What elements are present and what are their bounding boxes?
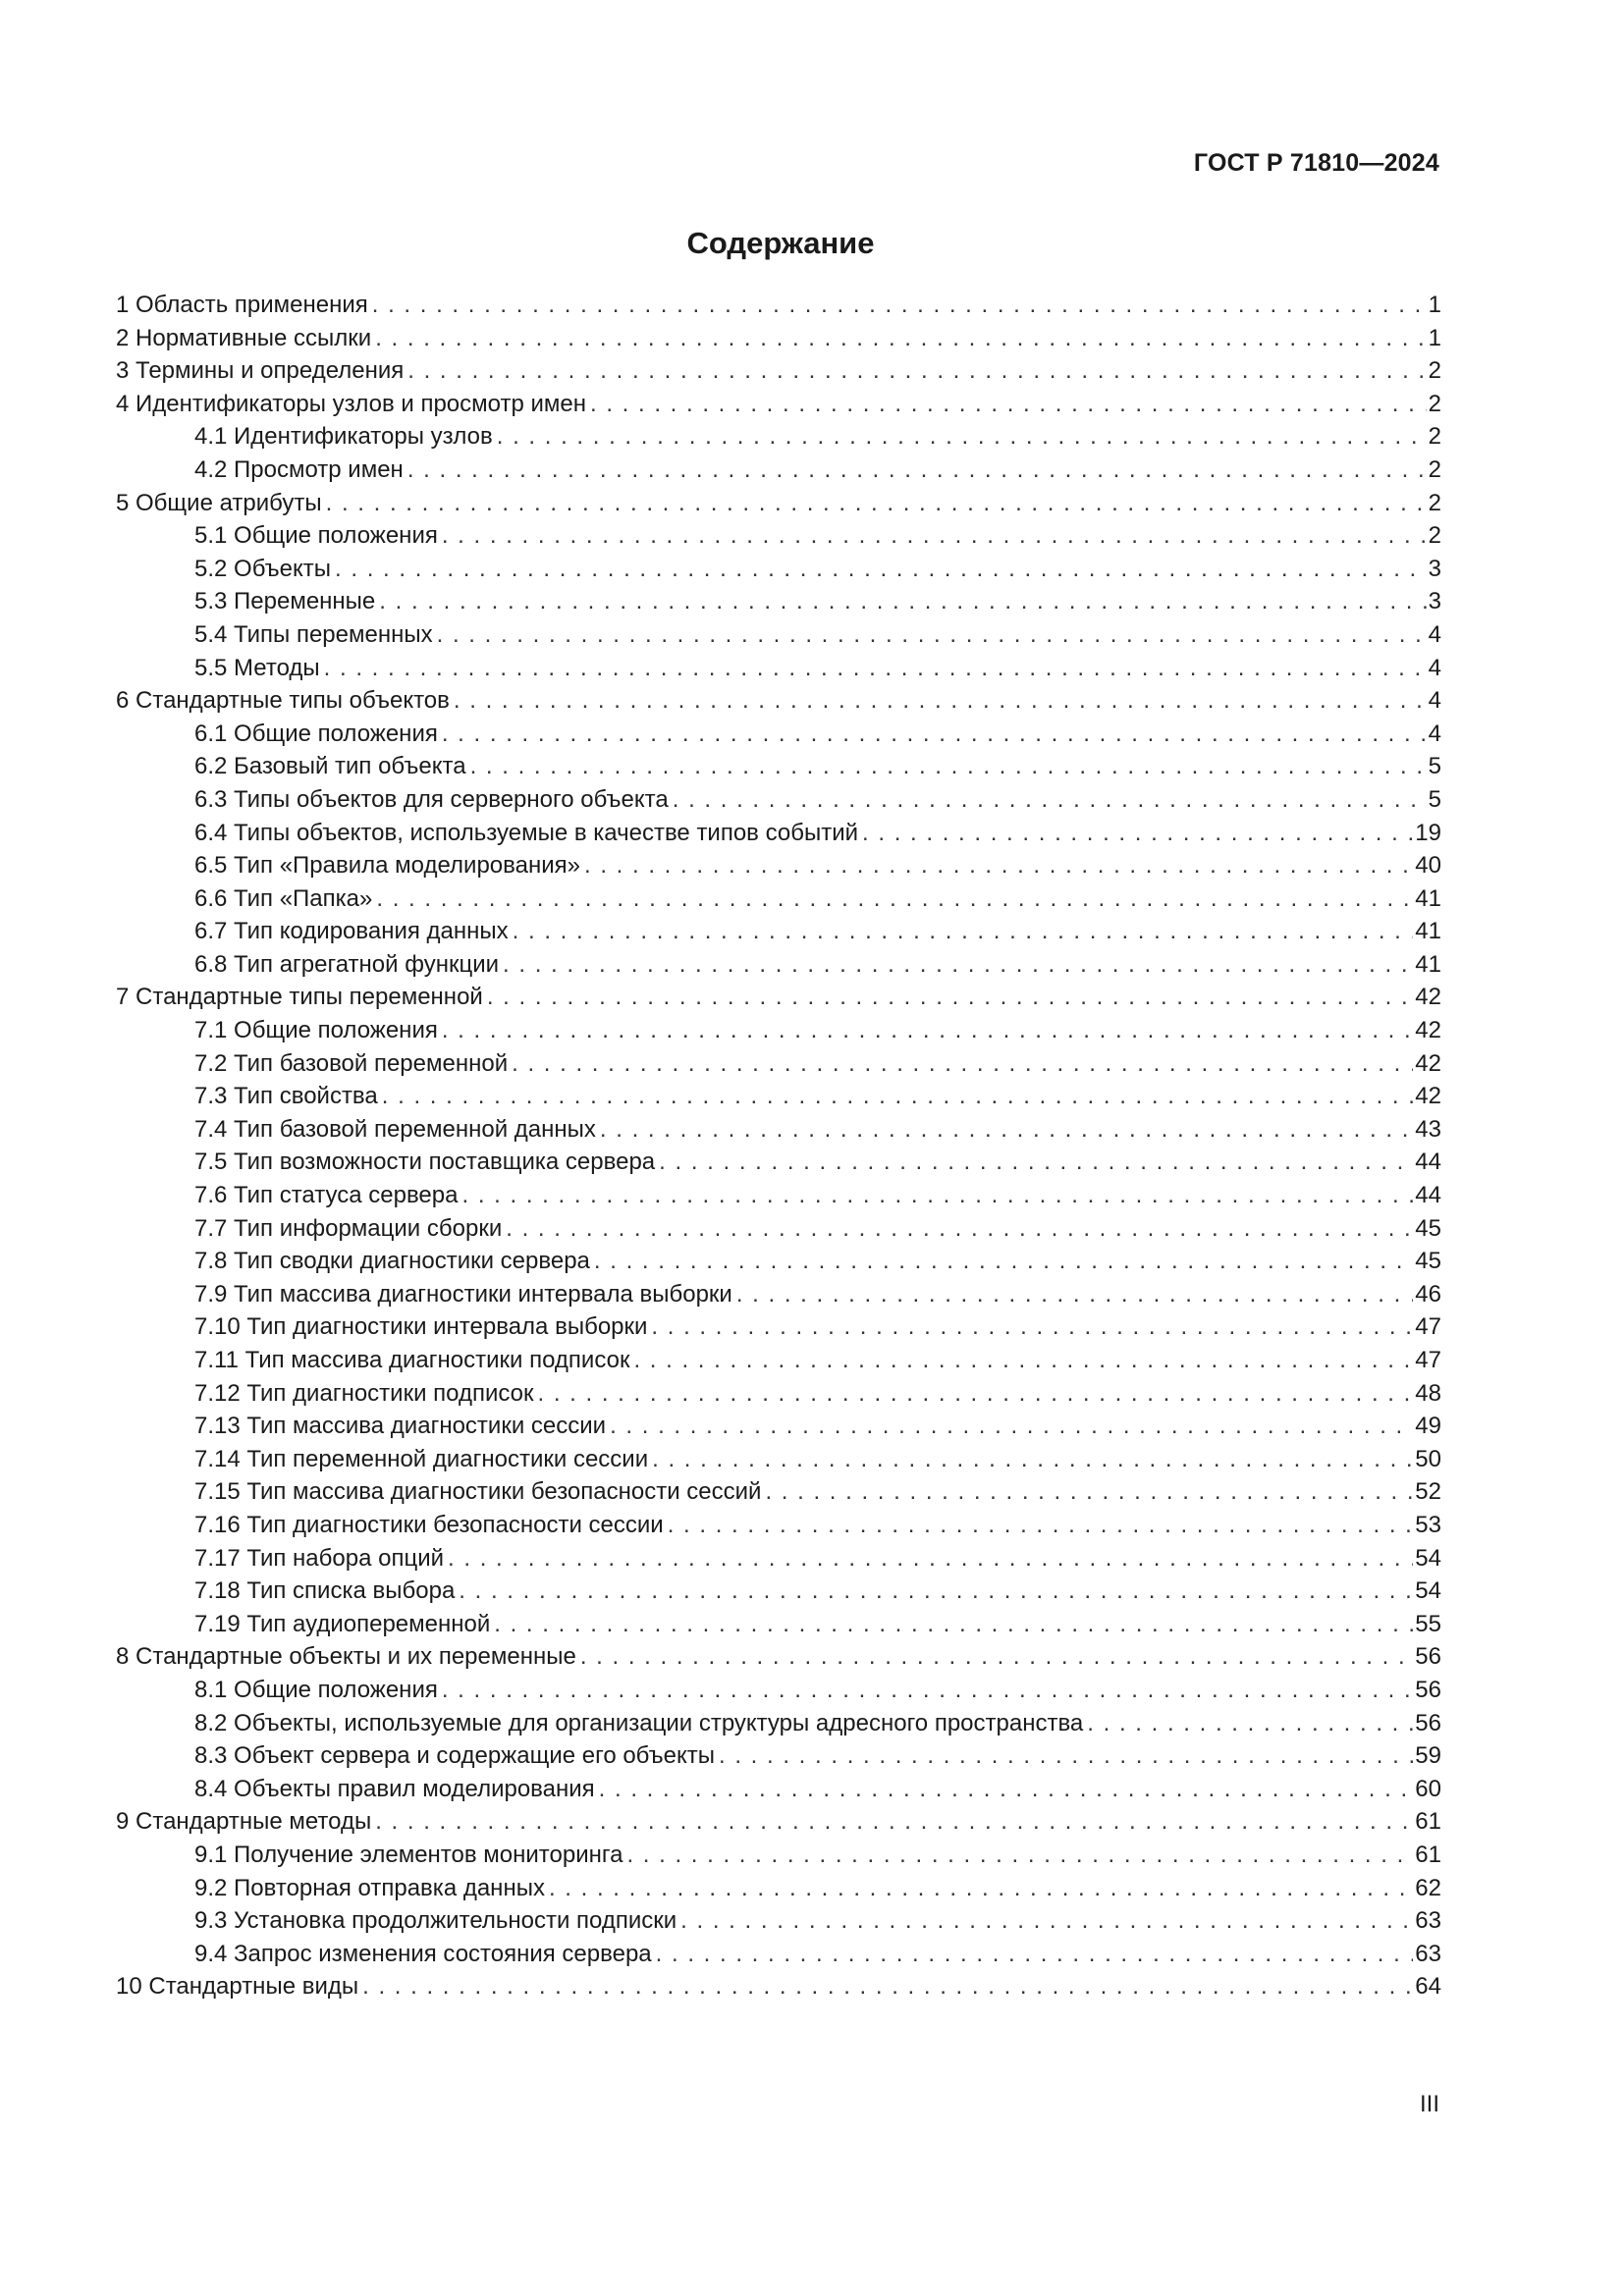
toc-subsection-entry[interactable] <box>116 1707 1441 1740</box>
toc-entry-label: 6.2 Базовый тип объекта <box>194 753 466 780</box>
toc-title: Содержание <box>686 226 875 260</box>
toc-section-entry[interactable] <box>116 354 1441 388</box>
toc-subsection-entry[interactable] <box>116 1773 1441 1806</box>
toc-subsection-entry[interactable] <box>116 1938 1441 1971</box>
table-of-contents <box>116 289 1441 2003</box>
toc-dot-leader <box>454 684 1427 718</box>
toc-section-entry[interactable] <box>116 1805 1441 1839</box>
toc-dot-leader <box>407 454 1427 487</box>
toc-dot-leader <box>590 388 1427 421</box>
toc-entry-label: 7.13 Тип массива диагностики сессии <box>194 1413 607 1440</box>
toc-dot-leader <box>656 1938 1414 1971</box>
toc-dot-leader <box>372 289 1427 322</box>
toc-dot-leader <box>375 322 1426 355</box>
toc-entry-page: 50 <box>1415 1445 1441 1472</box>
toc-dot-leader <box>659 1146 1413 1179</box>
toc-entry-page: 62 <box>1415 1874 1441 1901</box>
toc-entry-label: 5.2 Объекты <box>194 555 332 582</box>
toc-dot-leader <box>442 519 1427 553</box>
toc-entry-page: 42 <box>1415 1017 1441 1044</box>
toc-dot-leader <box>335 553 1427 586</box>
toc-entry-label: 6.5 Тип «Правила моделирования» <box>194 852 580 880</box>
toc-subsection-entry[interactable] <box>116 849 1441 882</box>
toc-entry-label: 2 Нормативные ссылки <box>116 324 372 351</box>
toc-entry-label: 6.3 Типы объектов для серверного объекта <box>194 785 669 813</box>
toc-dot-leader <box>442 1014 1413 1047</box>
toc-subsection-entry[interactable] <box>116 1475 1441 1509</box>
toc-entry-label: 7.9 Тип массива диагностики интервала выборки <box>194 1280 732 1308</box>
toc-dot-leader <box>513 915 1414 948</box>
toc-entry-page: 2 <box>1428 390 1441 417</box>
toc-subsection-entry[interactable] <box>116 1575 1441 1608</box>
toc-entry-label: 8.4 Объекты правил моделирования <box>194 1775 595 1802</box>
toc-section-entry[interactable] <box>116 289 1441 322</box>
toc-entry-label: 8.1 Общие положения <box>194 1676 438 1703</box>
toc-dot-leader <box>375 1805 1413 1839</box>
toc-entry-label: 9.4 Запрос изменения состояния сервера <box>194 1940 652 1967</box>
toc-entry-page: 44 <box>1415 1148 1441 1176</box>
toc-subsection-entry[interactable] <box>116 1179 1441 1212</box>
toc-subsection-entry[interactable] <box>116 1443 1441 1476</box>
toc-subsection-entry[interactable] <box>116 1608 1441 1641</box>
toc-entry-label: 8 Стандартные объекты и их переменные <box>116 1643 576 1671</box>
toc-entry-page: 56 <box>1415 1676 1441 1703</box>
toc-entry-page: 56 <box>1415 1709 1441 1736</box>
toc-dot-leader <box>376 882 1413 916</box>
toc-subsection-entry[interactable] <box>116 1146 1441 1179</box>
toc-dot-leader <box>862 817 1413 850</box>
toc-entry-label: 3 Термины и определения <box>116 357 405 385</box>
toc-section-entry[interactable] <box>116 981 1441 1014</box>
toc-subsection-entry[interactable] <box>116 1904 1441 1938</box>
toc-subsection-entry[interactable] <box>116 1739 1441 1773</box>
toc-entry-page: 47 <box>1415 1313 1441 1341</box>
toc-entry-label: 8.2 Объекты, используемые для организации структуры адресного пространства <box>194 1709 1084 1736</box>
toc-entry-page: 2 <box>1428 489 1441 516</box>
toc-subsection-entry[interactable] <box>116 1410 1441 1443</box>
toc-subsection-entry[interactable] <box>116 1245 1441 1278</box>
toc-entry-page: 4 <box>1428 687 1441 715</box>
toc-entry-label: 7.12 Тип диагностики подписок <box>194 1379 534 1407</box>
toc-entry-page: 41 <box>1415 950 1441 978</box>
toc-subsection-entry[interactable] <box>116 553 1441 586</box>
toc-entry-page: 53 <box>1415 1511 1441 1538</box>
toc-entry-label: 8.3 Объект сервера и содержащие его объекты <box>194 1742 715 1770</box>
toc-section-entry[interactable] <box>116 388 1441 421</box>
toc-entry-label: 7.19 Тип аудиопеременной <box>194 1610 491 1637</box>
toc-entry-page: 41 <box>1415 918 1441 945</box>
toc-entry-page: 2 <box>1428 423 1441 451</box>
toc-entry-label: 5.1 Общие положения <box>194 522 438 550</box>
toc-entry-page: 55 <box>1415 1610 1441 1637</box>
toc-entry-page: 1 <box>1428 324 1441 351</box>
toc-dot-leader <box>599 1773 1414 1806</box>
toc-entry-label: 6.7 Тип кодирования данных <box>194 918 509 945</box>
toc-entry-label: 5.4 Типы переменных <box>194 620 433 648</box>
toc-entry-page: 4 <box>1428 720 1441 747</box>
toc-subsection-entry[interactable] <box>116 585 1441 618</box>
toc-entry-label: 5.3 Переменные <box>194 588 376 615</box>
toc-dot-leader <box>382 1080 1414 1113</box>
toc-entry-label: 7.17 Тип набора опций <box>194 1544 445 1572</box>
toc-subsection-entry[interactable] <box>116 750 1441 783</box>
toc-entry-page: 59 <box>1415 1742 1441 1770</box>
toc-entry-label: 7.6 Тип статуса сервера <box>194 1182 459 1209</box>
toc-dot-leader <box>506 1212 1413 1246</box>
toc-entry-page: 45 <box>1415 1248 1441 1275</box>
toc-subsection-entry[interactable] <box>116 1113 1441 1147</box>
toc-entry-page: 2 <box>1428 357 1441 385</box>
toc-dot-leader <box>324 652 1427 685</box>
toc-entry-page: 3 <box>1428 555 1441 582</box>
toc-entry-page: 5 <box>1428 753 1441 780</box>
toc-dot-leader <box>461 1179 1413 1212</box>
toc-dot-leader <box>512 1047 1413 1081</box>
toc-entry-label: 7.7 Тип информации сборки <box>194 1214 503 1242</box>
toc-entry-page: 1 <box>1428 292 1441 318</box>
toc-dot-leader <box>487 981 1413 1014</box>
toc-entry-page: 47 <box>1415 1347 1441 1373</box>
toc-entry-label: 7.14 Тип переменной диагностики сессии <box>194 1445 649 1472</box>
toc-entry-page: 63 <box>1415 1907 1441 1935</box>
toc-entry-label: 6 Стандартные типы объектов <box>116 687 450 715</box>
toc-entry-page: 41 <box>1415 884 1441 912</box>
toc-entry-label: 6.4 Типы объектов, используемые в качестве типов событий <box>194 819 859 846</box>
toc-entry-page: 45 <box>1415 1214 1441 1242</box>
document-standard-code: ГОСТ Р 71810—2024 <box>1193 149 1439 177</box>
toc-entry-page: 42 <box>1415 1083 1441 1110</box>
toc-subsection-entry[interactable] <box>116 454 1441 487</box>
toc-dot-leader <box>736 1278 1413 1311</box>
toc-entry-label: 7.10 Тип диагностики интервала выборки <box>194 1313 648 1341</box>
toc-entry-label: 6.1 Общие положения <box>194 720 438 747</box>
toc-entry-page: 52 <box>1415 1478 1441 1506</box>
toc-entry-label: 4.2 Просмотр имен <box>194 455 404 483</box>
toc-entry-page: 2 <box>1428 522 1441 550</box>
toc-dot-leader <box>442 718 1427 751</box>
toc-subsection-entry[interactable] <box>116 1839 1441 1872</box>
toc-subsection-entry[interactable] <box>116 1047 1441 1081</box>
toc-entry-page: 49 <box>1415 1413 1441 1440</box>
toc-subsection-entry[interactable] <box>116 783 1441 817</box>
toc-dot-leader <box>379 585 1426 618</box>
toc-entry-label: 7.8 Тип сводки диагностики сервера <box>194 1248 590 1275</box>
toc-entry-label: 7.11 Тип массива диагностики подписок <box>194 1347 630 1373</box>
toc-entry-page: 4 <box>1428 620 1441 648</box>
toc-entry-page: 42 <box>1415 984 1441 1011</box>
toc-entry-page: 63 <box>1415 1940 1441 1967</box>
toc-dot-leader <box>442 1674 1413 1707</box>
toc-dot-leader <box>626 1839 1413 1872</box>
toc-subsection-entry[interactable] <box>116 1674 1441 1707</box>
toc-subsection-entry[interactable] <box>116 519 1441 553</box>
toc-entry-label: 9 Стандартные методы <box>116 1808 372 1836</box>
toc-entry-label: 4.1 Идентификаторы узлов <box>194 423 493 451</box>
toc-subsection-entry[interactable] <box>116 882 1441 916</box>
toc-dot-leader <box>503 948 1413 982</box>
toc-entry-label: 9.2 Повторная отправка данных <box>194 1874 545 1901</box>
toc-entry-page: 60 <box>1415 1775 1441 1802</box>
toc-entry-page: 54 <box>1415 1577 1441 1605</box>
toc-entry-label: 7.1 Общие положения <box>194 1017 438 1044</box>
toc-dot-leader <box>673 783 1427 817</box>
toc-entry-label: 10 Стандартные виды <box>116 1973 359 2001</box>
toc-dot-leader <box>652 1443 1413 1476</box>
toc-subsection-entry[interactable] <box>116 1212 1441 1246</box>
toc-dot-leader <box>326 487 1427 520</box>
toc-entry-label: 6.6 Тип «Папка» <box>194 884 373 912</box>
toc-subsection-entry[interactable] <box>116 915 1441 948</box>
toc-dot-leader <box>494 1608 1413 1641</box>
toc-dot-leader <box>437 618 1427 652</box>
toc-dot-leader <box>765 1475 1413 1509</box>
toc-entry-page: 54 <box>1415 1544 1441 1572</box>
toc-dot-leader <box>594 1245 1413 1278</box>
toc-subsection-entry[interactable] <box>116 1278 1441 1311</box>
toc-entry-page: 2 <box>1428 455 1441 483</box>
toc-entry-page: 5 <box>1428 785 1441 813</box>
toc-entry-label: 1 Область применения <box>116 292 368 318</box>
toc-entry-page: 48 <box>1415 1379 1441 1407</box>
toc-subsection-entry[interactable] <box>116 1509 1441 1542</box>
toc-entry-page: 40 <box>1415 852 1441 880</box>
toc-dot-leader <box>651 1310 1413 1344</box>
toc-entry-label: 5 Общие атрибуты <box>116 489 322 516</box>
toc-dot-leader <box>1087 1707 1413 1740</box>
toc-entry-page: 3 <box>1428 588 1441 615</box>
toc-section-entry[interactable] <box>116 1970 1441 2003</box>
toc-dot-leader <box>407 354 1426 388</box>
toc-subsection-entry[interactable] <box>116 618 1441 652</box>
toc-section-entry[interactable] <box>116 684 1441 718</box>
toc-entry-label: 7.18 Тип списка выбора <box>194 1577 456 1605</box>
toc-entry-page: 61 <box>1415 1808 1441 1836</box>
toc-dot-leader <box>668 1509 1414 1542</box>
toc-subsection-entry[interactable] <box>116 1344 1441 1377</box>
toc-dot-leader <box>362 1970 1413 2003</box>
toc-entry-page: 44 <box>1415 1182 1441 1209</box>
toc-section-entry[interactable] <box>116 322 1441 355</box>
toc-entry-label: 7.4 Тип базовой переменной данных <box>194 1115 596 1143</box>
toc-dot-leader <box>580 1640 1413 1674</box>
toc-entry-page: 64 <box>1415 1973 1441 2001</box>
toc-section-entry[interactable] <box>116 487 1441 520</box>
toc-entry-label: 7 Стандартные типы переменной <box>116 984 483 1011</box>
toc-dot-leader <box>497 420 1427 454</box>
toc-entry-label: 9.3 Установка продолжительности подписки <box>194 1907 677 1935</box>
toc-entry-label: 6.8 Тип агрегатной функции <box>194 950 500 978</box>
toc-entry-page: 42 <box>1415 1049 1441 1077</box>
toc-subsection-entry[interactable] <box>116 718 1441 751</box>
toc-entry-label: 4 Идентификаторы узлов и просмотр имен <box>116 390 586 417</box>
toc-entry-page: 61 <box>1415 1841 1441 1868</box>
toc-subsection-entry[interactable] <box>116 1377 1441 1411</box>
toc-dot-leader <box>600 1113 1413 1147</box>
toc-entry-page: 46 <box>1415 1280 1441 1308</box>
toc-subsection-entry[interactable] <box>116 948 1441 982</box>
toc-dot-leader <box>719 1739 1413 1773</box>
toc-subsection-entry[interactable] <box>116 1872 1441 1905</box>
toc-dot-leader <box>610 1410 1413 1443</box>
toc-dot-leader <box>680 1904 1413 1938</box>
toc-subsection-entry[interactable] <box>116 1080 1441 1113</box>
toc-subsection-entry[interactable] <box>116 1310 1441 1344</box>
toc-entry-page: 56 <box>1415 1643 1441 1671</box>
toc-dot-leader <box>537 1377 1413 1411</box>
toc-entry-label: 9.1 Получение элементов мониторинга <box>194 1841 623 1868</box>
toc-dot-leader <box>448 1542 1413 1575</box>
toc-dot-leader <box>549 1872 1413 1905</box>
toc-entry-label: 7.15 Тип массива диагностики безопасности сессий <box>194 1478 762 1506</box>
toc-subsection-entry[interactable] <box>116 652 1441 685</box>
toc-section-entry[interactable] <box>116 1640 1441 1674</box>
toc-subsection-entry[interactable] <box>116 817 1441 850</box>
toc-subsection-entry[interactable] <box>116 1014 1441 1047</box>
toc-dot-leader <box>459 1575 1413 1608</box>
toc-entry-label: 7.2 Тип базовой переменной <box>194 1049 509 1077</box>
page-number: III <box>1419 2091 1439 2117</box>
toc-entry-label: 7.3 Тип свойства <box>194 1083 378 1110</box>
toc-entry-page: 4 <box>1428 654 1441 681</box>
toc-subsection-entry[interactable] <box>116 420 1441 454</box>
toc-entry-page: 19 <box>1415 819 1441 846</box>
toc-entry-label: 7.5 Тип возможности поставщика сервера <box>194 1148 656 1176</box>
toc-entry-page: 43 <box>1415 1115 1441 1143</box>
toc-dot-leader <box>470 750 1427 783</box>
toc-subsection-entry[interactable] <box>116 1542 1441 1575</box>
toc-dot-leader <box>633 1344 1413 1377</box>
toc-dot-leader <box>584 849 1413 882</box>
toc-entry-label: 5.5 Методы <box>194 654 320 681</box>
toc-entry-label: 7.16 Тип диагностики безопасности сессии <box>194 1511 664 1538</box>
